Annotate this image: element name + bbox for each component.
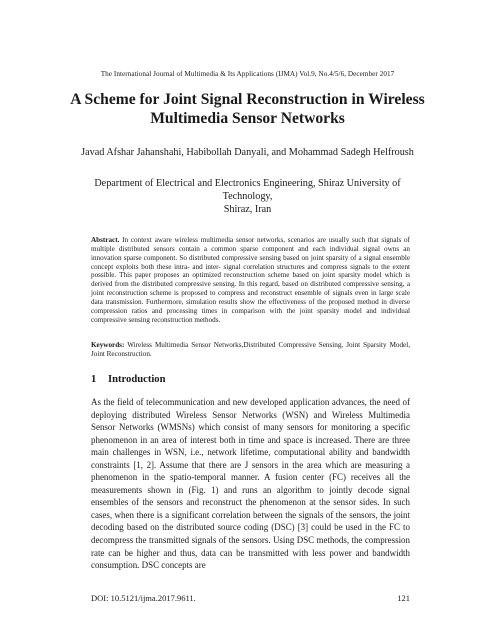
keywords-label: Keywords: — [91, 341, 125, 349]
affiliation-department: Department of Electrical and Electronics Engineering, Shiraz University of Technology, — [94, 178, 401, 202]
affiliation — [80, 177, 415, 216]
keywords-text: Wireless Multimedia Sensor Networks,Distributed Compressive Sensing, Joint Sparsity Model, Joint Reconstruction. — [91, 341, 410, 358]
abstract — [91, 236, 410, 324]
paper-title: A Scheme for Joint Signal Reconstruction in Wireless Multimedia Sensor Networks — [70, 91, 425, 127]
footer-doi: DOI: 10.5121/ijma.2017.9611. — [91, 593, 196, 603]
page-number: 121 — [397, 593, 410, 603]
affiliation-location: Shiraz, Iran — [223, 204, 272, 215]
abstract-label: Abstract. — [91, 236, 120, 244]
keywords — [91, 341, 410, 359]
running-head: The International Journal of Multimedia & Its Applications (IJMA) Vol.9, No.4/5/6, December 2017 — [100, 70, 395, 78]
author-list: Javad Afshar Jahanshahi, Habibollah Danyali, and Mohammad Sadegh Helfroush — [81, 147, 414, 158]
abstract-text: In context aware wireless multimedia sensor networks, scenarios are usually such that signals of multiple distributed sensors contain a common sparse component and each individual signal owns an innovation sparse component. So distributed compressive sensing based on joint sparsity of a signal ensemble concept exploits both these intra- and inter- signal correlation structures and compress signals to the extent possible. This paper proposes an optimized reconstruction scheme based on joint sparsity model which is derived from the distributed compressive sensing. In this regard, based on distributed compressive sensing, a joint reconstruction scheme is proposed to compress and reconstruct ensemble of signals even in large scale data transmission. Furthermore, simulation results show the effectiveness of the proposed method in diverse compression ratios and processing times in comparison with the joint sparsity model and individual compressive sensing reconstruction methods. — [91, 236, 410, 324]
section-heading — [91, 374, 166, 385]
section-title: Introduction — [108, 374, 166, 385]
introduction-paragraph: As the field of telecommunication and new developed application advances, the need of deploying distributed Wireless Sensor Networks (WSN) and Wireless Multimedia Sensor Networks (WMSNs) which consist of many sensors for monitoring a specific phenomenon in an area of interest both in time and space is increased. There are three main challenges in WSN, i.e., network lifetime, computational ability and bandwidth constraints [1, 2]. Assume that there are J sensors in the area which are measuring a phenomenon in the spatio-temporal manner. A fusion center (FC) receives all the measurements shown in (Fig. 1) and runs an algorithm to jointly decode signal ensembles of the sensors and reconstruct the phenomenon at the sensor sides. In such cases, when there is a significant correlation between the signals of the sensors, the joint decoding based on the distributed source coding (DSC) [3] could be used in the FC to decompress the transmitted signals of the sensors. Using DSC methods, the compression rate can be higher and thus, data can be transmitted with less power and bandwidth consumption. DSC concepts are — [91, 397, 410, 571]
section-number: 1 — [91, 374, 97, 385]
